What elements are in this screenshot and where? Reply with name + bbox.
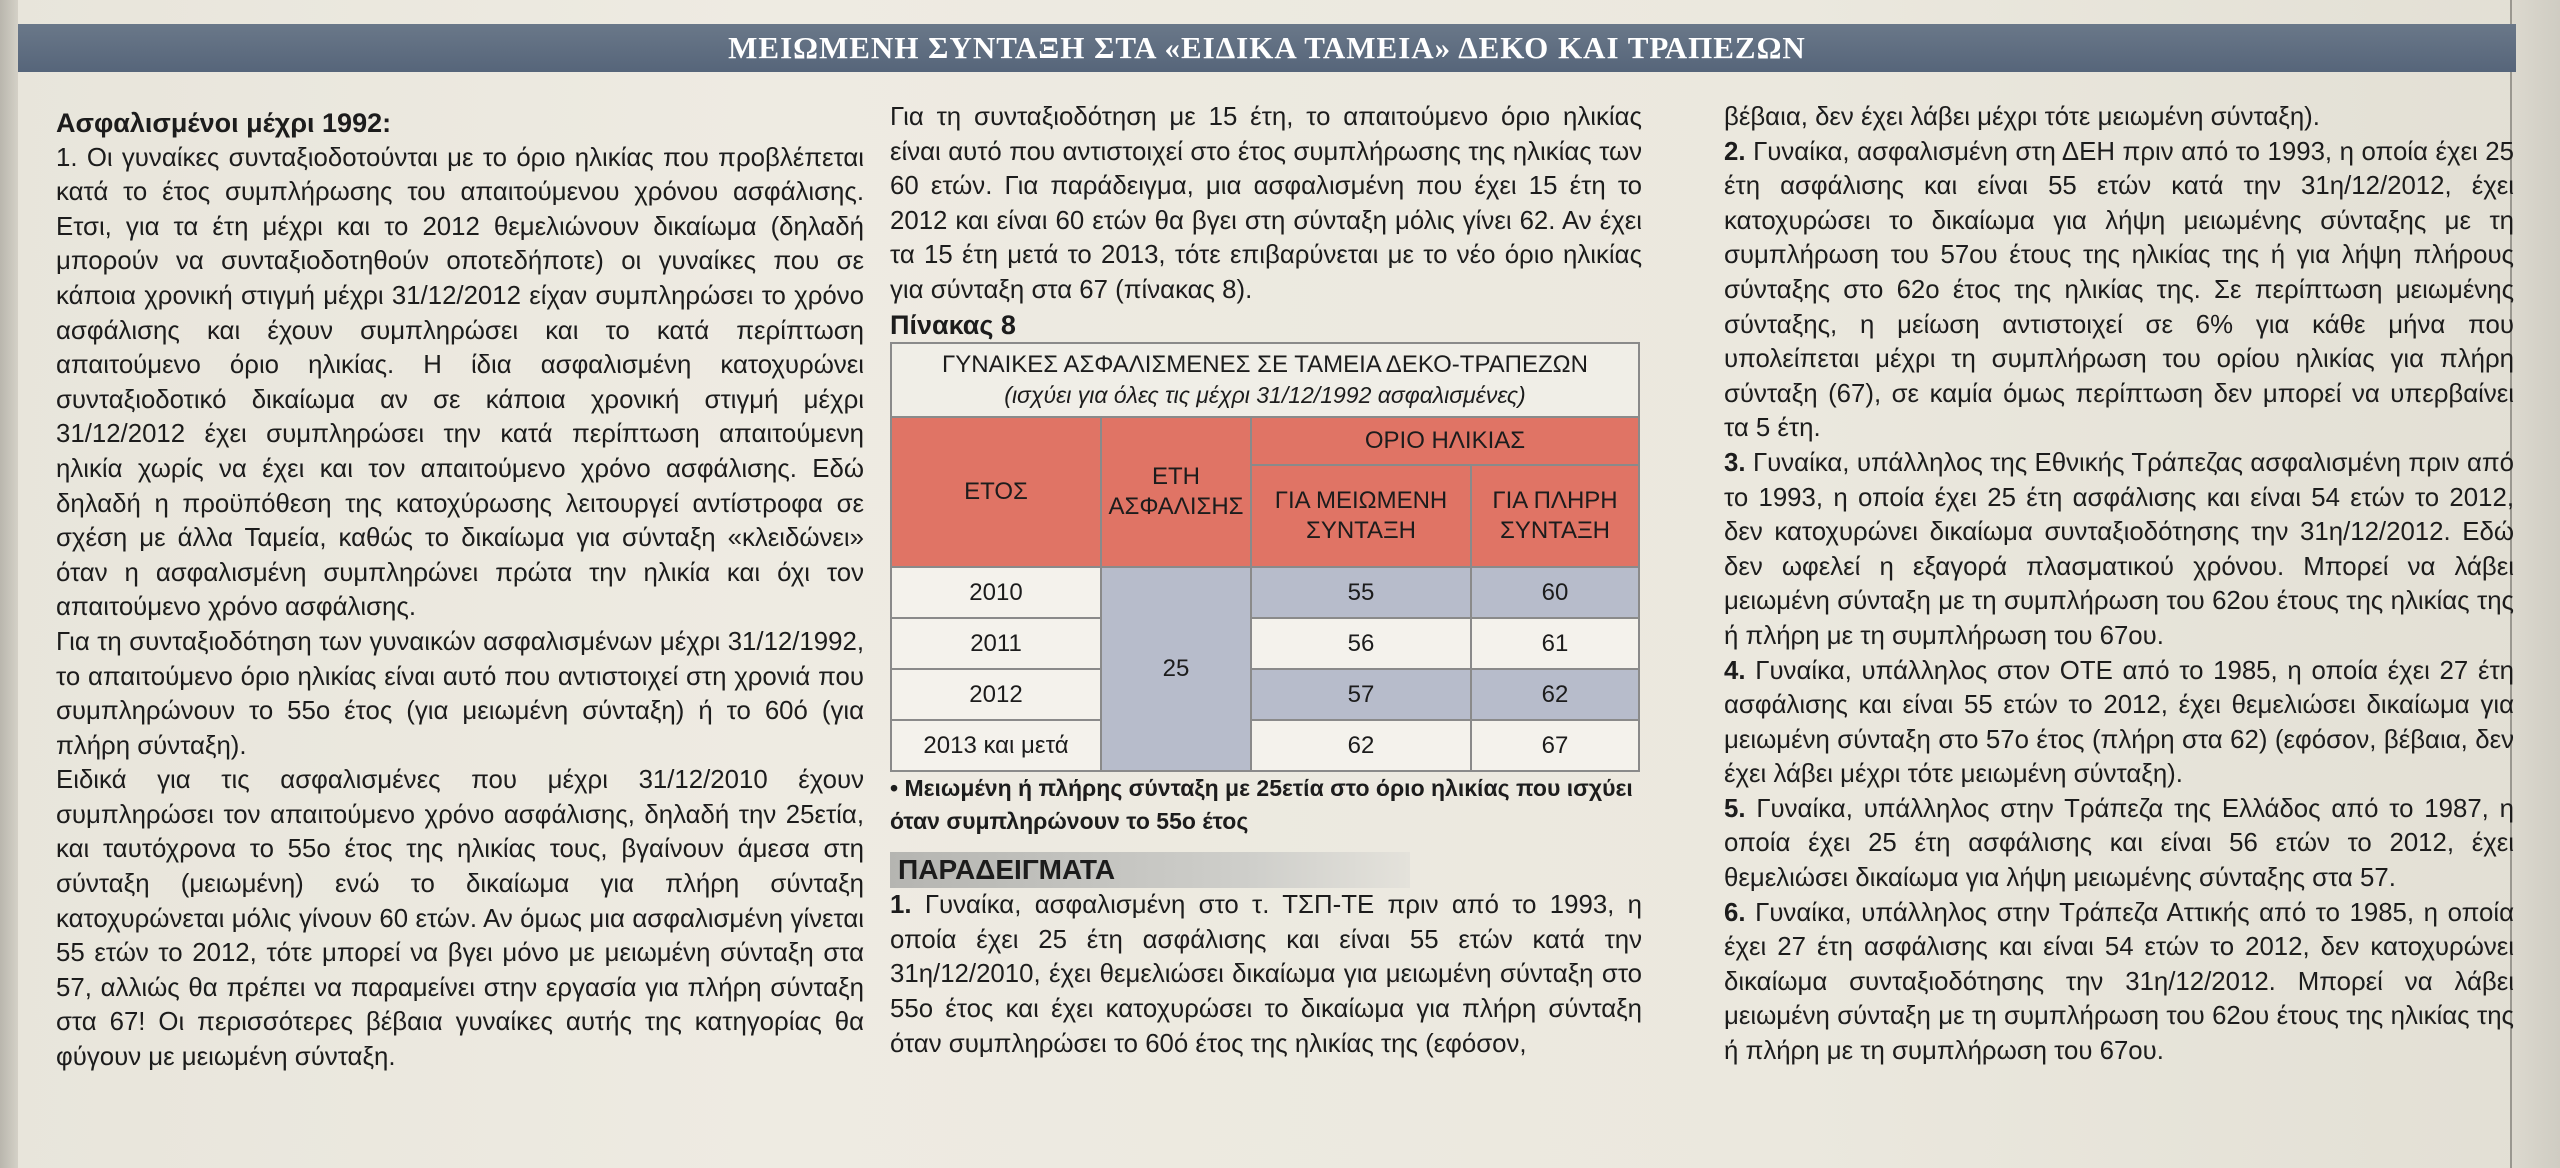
article-header-bar: [18, 24, 2516, 72]
table-row: [891, 618, 1639, 669]
example-number: 6.: [1724, 898, 1746, 927]
column-1: [56, 106, 864, 1075]
cell-full: 61: [1471, 618, 1639, 669]
cell-years-insured: 25: [1101, 567, 1251, 771]
example-text: Γυναίκα, υπάλληλος της Εθνικής Τράπεζας ασφαλισμένη πριν από το 1993, η οποία έχει 25 έτη ασφάλισης και είναι 54 ετών το 2012, δεν κατοχυρώνει δικαίωμα συνταξιοδότησης την 31η/12/2012. Εδώ δεν ωφελεί η εξαγορά πλασματικού χρόνου. Μπορεί να λάβει μειωμένη σύνταξη με τη συμπλήρωση του 62ου έτους της ηλικίας της ή πλήρη με τη συμπλήρωση του 67ου.: [1724, 448, 2515, 650]
cell-full: 67: [1471, 720, 1639, 771]
example-item: [1724, 896, 2514, 1069]
example-text: Γυναίκα, υπάλληλος στην Τράπεζα της Ελλάδος από το 1987, η οποία έχει 25 έτη ασφάλισης και είναι 56 ετών το 2012, έχει θεμελιώσει δικαίωμα για λήψη μειωμένης σύνταξης στα 57.: [1724, 794, 2515, 893]
cell-year: 2013 και μετά: [891, 720, 1101, 771]
paragraph: βέβαια, δεν έχει λάβει μέχρι τότε μειωμένη σύνταξη).: [1724, 103, 2320, 131]
table-title-line-1: ΓΥΝΑΙΚΕΣ ΑΣΦΑΛΙΣΜΕΝΕΣ ΣΕ ΤΑΜΕΙΑ ΔΕΚΟ-ΤΡΑΠΕΖΩΝ: [942, 351, 1588, 379]
table-row: [891, 669, 1639, 720]
examples-heading: ΠΑΡΑΔΕΙΓΜΑΤΑ: [890, 852, 1410, 888]
cell-reduced: 55: [1251, 567, 1471, 618]
table-label: Πίνακας 8: [890, 309, 1016, 340]
example-number: 5.: [1724, 794, 1746, 823]
example-item: [1724, 446, 2514, 654]
section-subheading: Ασφαλισμένοι μέχρι 1992:: [56, 108, 392, 138]
page-edge-left: [0, 0, 18, 1168]
cell-full: 62: [1471, 669, 1639, 720]
example-item: [1724, 135, 2514, 446]
header-full-pension: ΓΙΑ ΠΛΗΡΗ ΣΥΝΤΑΞΗ: [1471, 465, 1639, 567]
cell-year: 2011: [891, 618, 1101, 669]
header-reduced-pension: ΓΙΑ ΜΕΙΩΜΕΝΗ ΣΥΝΤΑΞΗ: [1251, 465, 1471, 567]
example-text: Γυναίκα, υπάλληλος στην Τράπεζα Αττικής από το 1985, η οποία έχει 27 έτη ασφάλισης και είναι 54 ετών το 2012, δεν κατοχυρώνει δικαίωμα συνταξιοδότησης την 31η/12/2012. Μπορεί να λάβει μειωμένη σύνταξη με τη συμπλήρωση του 62ου έτους της ηλικίας της ή πλήρη με τη συμπλήρωση του 67ου.: [1724, 898, 2514, 1066]
table-title-line-2: (ισχύει για όλες τις μέχρι 31/12/1992 ασφαλισμένες): [1004, 382, 1526, 409]
paragraph: Για τη συνταξιοδότηση των γυναικών ασφαλισμένων μέχρι 31/12/1992, το απαιτούμενο όριο ηλικίας είναι αυτό που αντιστοιχεί στη χρονιά που συμπληρώνουν το 55ο έτος (για μειωμένη σύνταξη) ή το 60ό (για πλήρη σύνταξη).: [56, 627, 864, 760]
example-item: [1724, 792, 2514, 896]
header-age-limit: ΟΡΙΟ ΗΛΙΚΙΑΣ: [1251, 417, 1639, 465]
page-edge-right: [2510, 0, 2560, 1168]
example-text: Γυναίκα, ασφαλισμένη στο τ. ΤΣΠ-ΤΕ πριν από το 1993, η οποία έχει 25 έτη ασφάλισης και είναι 55 ετών κατά την 31η/12/2010, έχει θεμελιώσει δικαίωμα για μειωμένη σύνταξη στο 55ο έτος και έχει κατοχυρώσει το δικαίωμα για πλήρη σύνταξη όταν συμπληρώσει το 60ό έτος της ηλικίας της (εφόσον,: [890, 891, 1642, 1058]
cell-full: 60: [1471, 567, 1639, 618]
cell-reduced: 62: [1251, 720, 1471, 771]
example-number: 4.: [1724, 656, 1746, 685]
example-number: 2.: [1724, 137, 1746, 166]
table-row: [891, 720, 1639, 771]
age-limit-table: [890, 342, 1640, 772]
paragraph: Ειδικά για τις ασφαλισμένες που μέχρι 31/12/2010 έχουν συμπληρώσει τον απαιτούμενο χρόνο ασφάλισης, δηλαδή την 25ετία, και ταυτόχρονα το 55ο έτος της ηλικίας τους, βγαίνουν άμεσα στη σύνταξη (μειωμένη) ενώ το δικαίωμα για πλήρη σύνταξη κατοχυρώνεται μόλις γίνουν 60 ετών. Αν όμως μια ασφαλισμένη γίνεται 55 ετών το 2012, τότε μπορεί να βγει μόνο με μειωμένη σύνταξη στα 57, αλλιώς θα πρέπει να παραμείνει στην εργασία για πλήρη σύνταξη στα 67! Οι περισσότερες βέβαια γυναίκες αυτής της κατηγορίας θα φύγουν με μειωμένη σύνταξη.: [56, 766, 864, 1072]
cell-reduced: 56: [1251, 618, 1471, 669]
example-text: Γυναίκα, υπάλληλος στον ΟΤΕ από το 1985, η οποία έχει 27 έτη ασφάλισης και είναι 55 ετών το 2012, έχει θεμελιώσει δικαίωμα για μειωμένη σύνταξη στο 57ο έτος (πλήρη στα 62) (εφόσον, βέβαια, δεν έχει λάβει μέχρι τότε μειωμένη σύνταξη).: [1724, 656, 2514, 789]
article-title: ΜΕΙΩΜΕΝΗ ΣΥΝΤΑΞΗ ΣΤΑ «ΕΙΔΙΚΑ ΤΑΜΕΙΑ» ΔΕΚΟ ΚΑΙ ΤΡΑΠΕΖΩΝ: [728, 30, 1806, 65]
example-item: [1724, 654, 2514, 792]
cell-year: 2010: [891, 567, 1101, 618]
header-years-insured: ΕΤΗ ΑΣΦΑΛΙΣΗΣ: [1101, 417, 1251, 567]
cell-reduced: 57: [1251, 669, 1471, 720]
example-text: Γυναίκα, ασφαλισμένη στη ΔΕΗ πριν από το 1993, η οποία έχει 25 έτη ασφάλισης και είναι 55 ετών κατά την 31η/12/2012, έχει κατοχυρώσει το δικαίωμα για λήψη μειωμένης σύνταξης με τη συμπλήρωση του 57ου έτους της ηλικίας της ή για λήψη πλήρους σύνταξης στο 62ο έτος της ηλικίας της. Σε περίπτωση μειωμένης σύνταξης, η μείωση αντιστοιχεί σε 6% για κάθε μήνα που υπολείπεται μέχρι τη συμπλήρωση του ορίου ηλικίας για πλήρη σύνταξη (67), σε καμία όμως περίπτωση δεν μπορεί να υπερβαίνει τα 5 έτη.: [1724, 137, 2515, 443]
example-number: 3.: [1724, 448, 1746, 477]
column-3: [1724, 100, 2514, 1069]
table-title: [891, 343, 1639, 417]
cell-year: 2012: [891, 669, 1101, 720]
example-number: 1.: [890, 891, 912, 920]
paragraph: Για τη συνταξιοδότηση με 15 έτη, το απαιτούμενο όριο ηλικίας είναι αυτό που αντιστοιχεί στο έτος συμπλήρωσης της ηλικίας των 60 ετών. Για παράδειγμα, μια ασφαλισμένη που έχει 15 έτη το 2012 και είναι 60 ετών θα βγει στη σύνταξη μόλις γίνει 62. Αν έχει τα 15 έτη μετά το 2013, τότε επιβαρύνεται με το νέο όριο ηλικίας για σύνταξη στα 67 (πίνακας 8).: [890, 103, 1642, 304]
header-year: ΕΤΟΣ: [891, 417, 1101, 567]
example-item: [890, 888, 1642, 1061]
table-note: • Μειωμένη ή πλήρης σύνταξη με 25ετία στο όριο ηλικίας που ισχύει όταν συμπληρώνουν το 55ο έτος: [890, 775, 1633, 835]
table-row: [891, 567, 1639, 618]
column-2: [890, 100, 1642, 1061]
paragraph: 1. Οι γυναίκες συνταξιοδοτούνται με το όριο ηλικίας που προβλέπεται κατά το έτος συμπλήρωσης του απαιτούμενου χρόνου ασφάλισης. Ετσι, για τα έτη μέχρι και το 2012 θεμελιώνουν δικαίωμα (δηλαδή μπορούν να συνταξιοδοτηθούν οποτεδήποτε) οι γυναίκες που σε κάποια χρονική στιγμή μέχρι 31/12/2012 είχαν συμπληρώσει το χρόνο ασφάλισης και έχουν συμπληρώσει και το κατά περίπτωση απαιτούμενο όριο ηλικίας. Η ίδια ασφαλισμένη κατοχυρώνει συνταξιοδοτικό δικαίωμα αν σε κάποια χρονική στιγμή μέχρι 31/12/2012 έχει συμπληρώσει την κατά περίπτωση απαιτούμενη ηλικία χωρίς να έχει και τον απαιτούμενο χρόνο ασφάλισης. Εδώ δηλαδή η προϋπόθεση της κατοχύρωσης λειτουργεί αντίστροφα σε σχέση με άλλα Ταμεία, καθώς το δικαίωμα για σύνταξη «κλειδώνει» όταν η ασφαλισμένη συμπληρώνει πρώτα την ηλικία και όχι τον απαιτούμενο χρόνο ασφάλισης.: [56, 143, 864, 622]
